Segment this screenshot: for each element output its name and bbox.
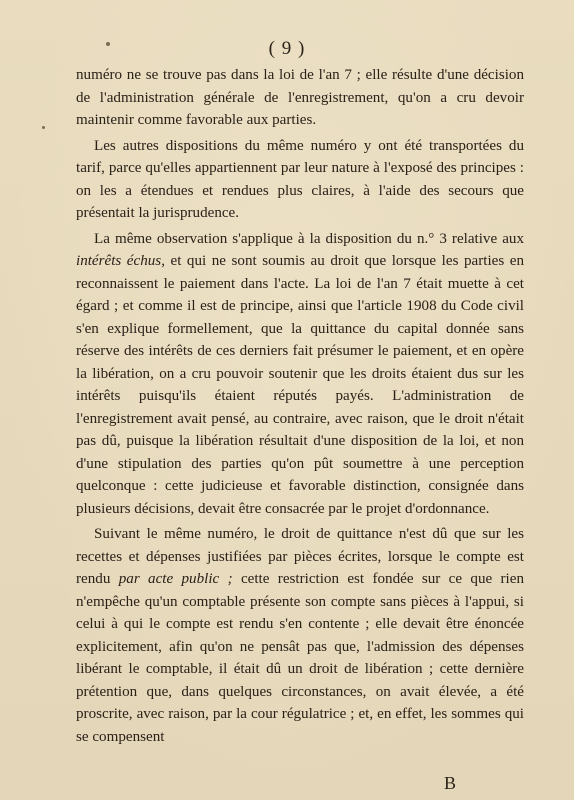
ink-speck bbox=[42, 126, 45, 129]
text-run: , et qui ne sont soumis au droit que lorsque les parties en reconnaissent le paiement dans l'acte. La loi de l'an 7 était muette à cet égard ; et comme il est de principe, ainsi que l'article 1908 du Code civil s'en explique formellement, que la quittance du capital donnée sans réserve des intérêts de ces derniers fait présumer le paiement, et en opère la libération, on a cru pouvoir soutenir que les droits étaient dus sur les intérêts puisqu'ils étaient réputés payés. L'administration de l'enregistrement avait pensé, au contraire, avec raison, que le droit n'était pas dû, puisque la libération résultait d'une disposition de la loi, et non d'une stipulation des parties qu'on pût soumettre à une perception quelconque : cette judicieuse et favorable distinction, consignée dans plusieurs décisions, devait être consacrée par le projet d'ordonnance. bbox=[76, 253, 524, 517]
paragraph bbox=[76, 64, 524, 132]
text-run: Suivant le même numéro, le droit de quittance n'est dû que sur les recettes et dépenses justifiées par pièces écrites, lorsque le compte est rendu bbox=[76, 526, 524, 587]
ink-speck bbox=[106, 42, 110, 46]
text-run: numéro ne se trouve pas dans la loi de l'an 7 ; elle résulte d'une décision de l'administration générale de l'enregistrement, qu'on a cru devoir maintenir comme favorable aux parties. bbox=[76, 67, 524, 128]
body-text bbox=[76, 64, 524, 751]
italic-phrase: intérêts échus bbox=[76, 253, 162, 269]
paragraph bbox=[76, 228, 524, 521]
text-run: cette restriction est fondée sur ce que rien n'empêche qu'un comptable présente son compte sans pièces à l'appui, si celui à qui le compte est rendu s'en contente ; elle devait être énoncée explicitement, afin qu'on ne pensât pas que, l'admission des dépenses libérant le comptable, il était dû un droit de libération ; cette dernière prétention que, dans quelques circonstances, on avait élevée, a été proscrite, avec raison, par la cour régulatrice ; et, en effet, les sommes qui se compensent bbox=[76, 571, 525, 745]
paragraph bbox=[76, 135, 524, 225]
paragraph bbox=[76, 523, 524, 748]
text-run: Les autres dispositions du même numéro y ont été transportées du tarif, parce qu'elles appartiennent par leur nature à l'exposé des principes : on les a étendues et rendues plus claires, à l'aide des secours que présentait la jurisprudence. bbox=[76, 137, 524, 221]
page-number: ( 9 ) bbox=[268, 38, 306, 59]
signature-mark: B bbox=[444, 773, 457, 793]
italic-phrase: par acte public ; bbox=[118, 571, 233, 587]
text-run: La même observation s'applique à la disposition du n.° 3 relative aux bbox=[94, 230, 524, 247]
